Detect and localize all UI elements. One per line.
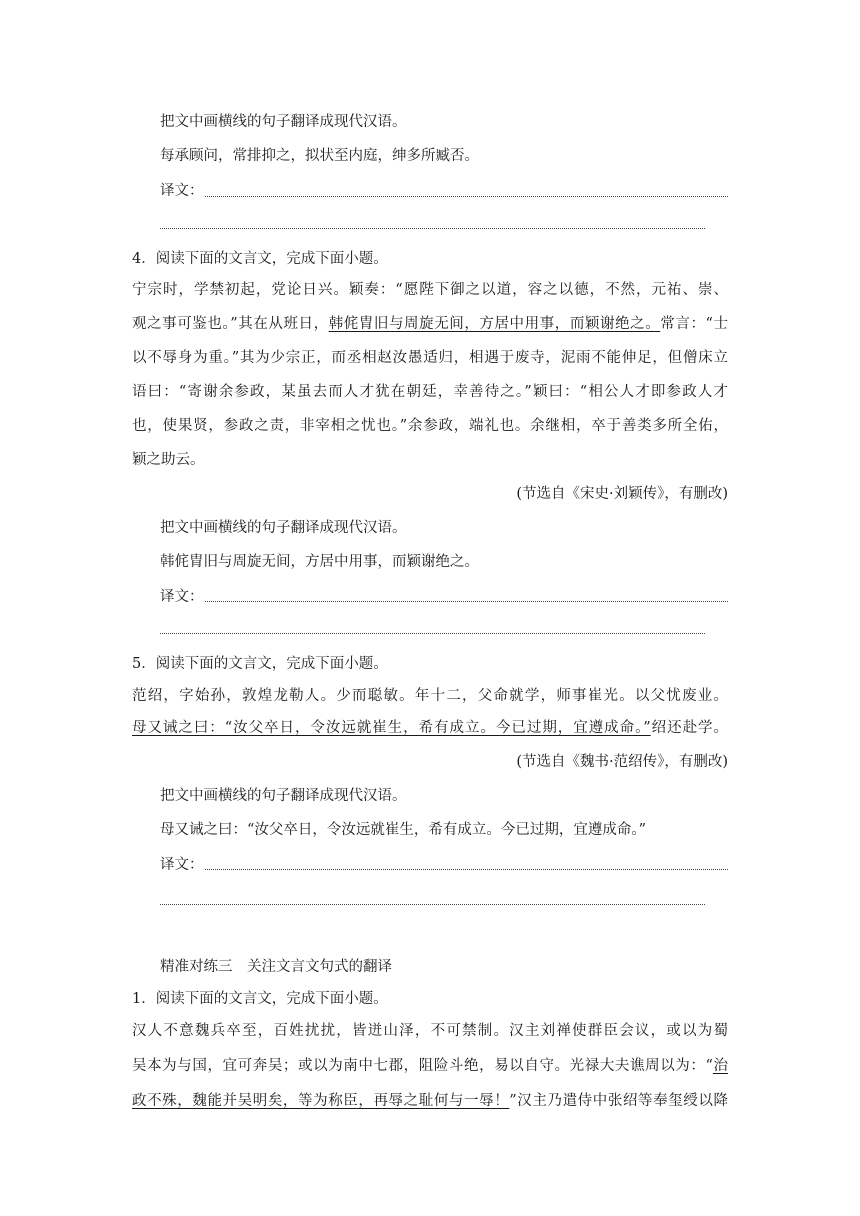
underlined-sentence: 治 <box>712 1058 728 1074</box>
passage-line <box>132 314 728 334</box>
passage-line <box>132 718 728 738</box>
question-sentence: 母又诫之曰：“汝父卒日，令汝远就崔生，希有成立。今已过期，宜遵成命。” <box>160 822 647 838</box>
question-prompt: 把文中画横线的句子翻译成现代汉语。 <box>160 114 407 130</box>
passage-line: 范绍，字始孙，敦煌龙勒人。少而聪敏。年十二，父命就学，师事崔光。以父忧废业。 <box>132 688 728 704</box>
question-heading: 1．阅读下面的文言文，完成下面小题。 <box>132 991 388 1007</box>
source-citation: (节选自《魏书·范绍传》，有删改) <box>516 754 728 770</box>
underlined-sentence: 政不殊，魏能并吴明矣，等为称臣，再辱之耻何与一辱！ <box>132 1093 510 1109</box>
question-sentence: 韩侂胄旧与周旋无间，方居中用事，而颖谢绝之。 <box>160 554 479 570</box>
passage-line: 颖之助云。 <box>132 452 205 468</box>
answer-line[interactable] <box>160 904 705 905</box>
question-heading: 5．阅读下面的文言文，完成下面小题。 <box>132 656 388 672</box>
passage-line: 也，使果贤，参政之责，非宰相之忧也。”余参政，端礼也。余继相，卒于善类多所全佑， <box>132 418 728 434</box>
passage-text: 常言：“士 <box>660 316 729 332</box>
answer-label: 译文： <box>160 183 204 199</box>
underlined-sentence: 韩侂胄旧与周旋无间，方居中用事，而颖谢绝之。 <box>328 316 661 332</box>
passage-text: 吴本为与国，宜可奔吴；或以为南中七郡，阻险斗绝，易以自守。光禄大夫谯周以为：“ <box>132 1058 713 1074</box>
passage-line: 宁宗时，学禁初起，党论日兴。颖奏：“愿陛下御之以道，容之以德，不然，元祐、崇、 <box>132 282 728 298</box>
question-prompt: 把文中画横线的句子翻译成现代汉语。 <box>160 788 407 804</box>
answer-label: 译文： <box>160 857 204 873</box>
passage-text: 绍还赴学。 <box>650 720 729 736</box>
passage-line <box>132 1056 728 1076</box>
question-prompt: 把文中画横线的句子翻译成现代汉语。 <box>160 520 407 536</box>
answer-line[interactable] <box>160 633 705 634</box>
passage-line: 以不辱身为重。”其为少宗正，而丞相赵汝愚适归，相遇于废寺，泥雨不能伸足，但僧床立 <box>132 350 728 366</box>
answer-line[interactable] <box>205 869 728 870</box>
answer-line[interactable] <box>205 196 728 197</box>
passage-line: 语曰：“寄谢余参政，某虽去而人才犹在朝廷，幸善待之。”颖曰：“相公人才即参政人才 <box>132 384 728 400</box>
answer-line[interactable] <box>205 601 728 602</box>
answer-line[interactable] <box>160 228 705 229</box>
section-title: 精准对练三 关注文言文句式的翻译 <box>160 959 392 975</box>
question-sentence: 每承顾问，常排抑之，拟状至内庭，绅多所臧否。 <box>160 148 479 164</box>
passage-text: 观之事可鉴也。”其在从班日， <box>132 316 329 332</box>
passage-line <box>132 1091 728 1111</box>
passage-text: ”汉主乃遣侍中张绍等奉玺绶以降 <box>509 1093 728 1109</box>
answer-label: 译文： <box>160 589 204 605</box>
source-citation: (节选自《宋史·刘颖传》，有删改) <box>516 486 728 502</box>
underlined-sentence: 母又诫之曰：“汝父卒日，令汝远就崔生，希有成立。今已过期，宜遵成命。” <box>132 720 651 736</box>
question-heading: 4．阅读下面的文言文，完成下面小题。 <box>132 251 388 267</box>
passage-line: 汉人不意魏兵卒至，百姓扰扰，皆迸山泽，不可禁制。汉主刘禅使群臣会议，或以为蜀 <box>132 1023 728 1039</box>
